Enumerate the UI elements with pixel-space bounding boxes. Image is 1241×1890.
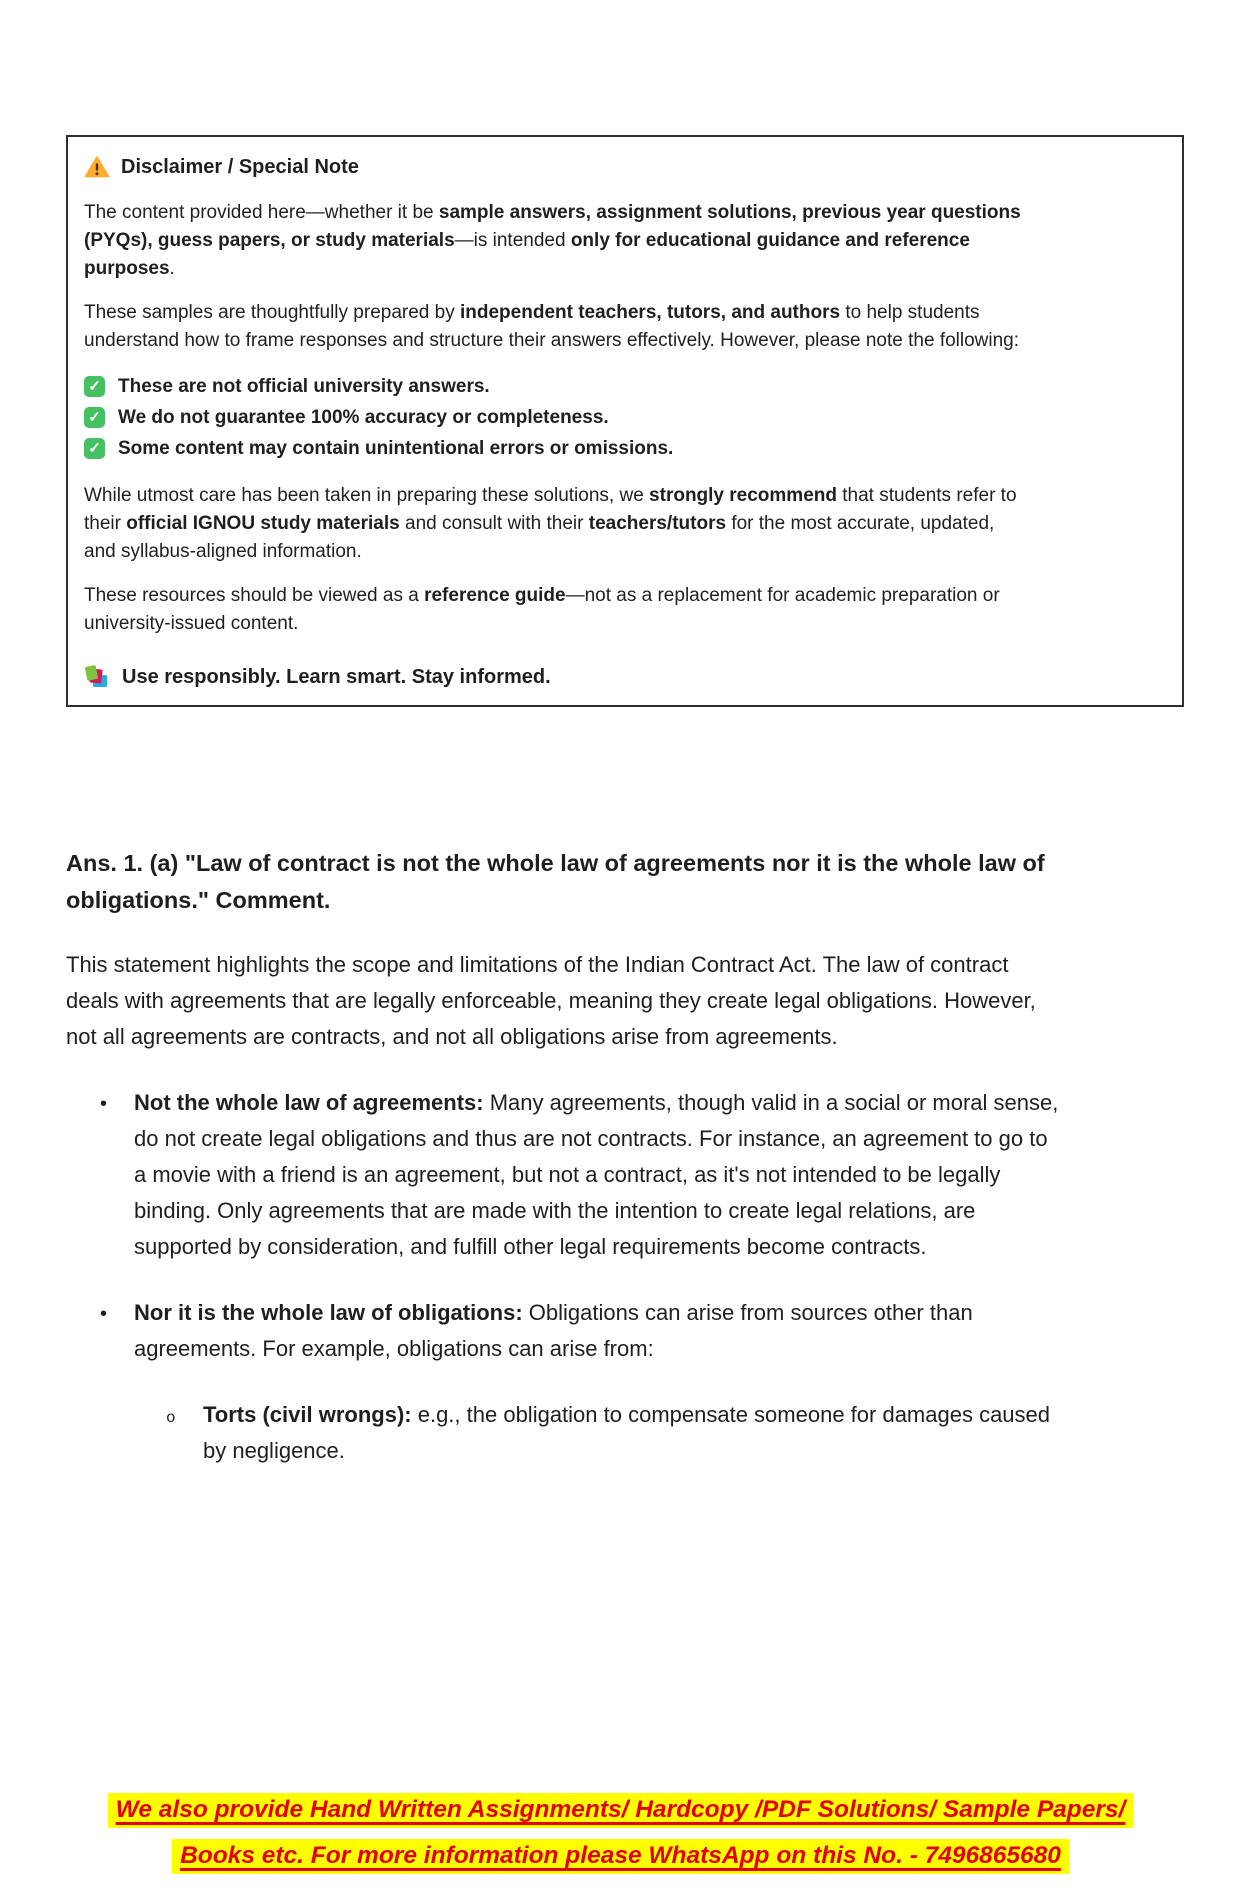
text-segment: strongly recommend <box>649 485 837 506</box>
footer-line-1: We also provide Hand Written Assignments/ Hardcopy /PDF Solutions/ Sample Papers/ <box>108 1793 1134 1828</box>
green-check-icon: ✓ <box>84 407 105 428</box>
books-icon <box>84 664 110 690</box>
document-page <box>0 135 1241 1890</box>
disclaimer-paragraph-4 <box>84 582 1024 638</box>
text-segment: official IGNOU study materials <box>126 513 400 534</box>
text-segment: . <box>169 258 175 279</box>
text-segment: These resources should be viewed as a <box>84 585 425 606</box>
usage-note: Use responsibly. Learn smart. Stay informed. <box>122 665 551 688</box>
bullet-lead: Nor it is the whole law of obligations: <box>134 1300 523 1325</box>
text-segment: to help students understand how to frame responses and structure their answers effectively. However, please note the following: <box>84 302 1020 351</box>
bullet-dot: • <box>100 1093 108 1115</box>
disclaimer-paragraph-3 <box>84 482 1024 566</box>
green-check-icon: ✓ <box>84 376 105 397</box>
answer-heading: Ans. 1. (a) "Law of contract is not the whole law of agreements nor it is the whole law of obligations." Comment. <box>66 850 1045 913</box>
bullet-content <box>134 1295 1065 1367</box>
text-segment: and consult with their <box>399 513 589 534</box>
footer-line-1-wrap <box>0 1787 1241 1833</box>
sub-bullet-circle: o <box>166 1409 176 1427</box>
usage-note-row <box>84 664 1162 690</box>
sub-bullet-lead: Torts (civil wrongs): <box>203 1402 412 1427</box>
checklist-item <box>84 371 1162 402</box>
text-segment: —is intended <box>454 230 571 251</box>
footer-banner <box>0 1787 1241 1879</box>
text-segment: The content provided here—whether it be <box>84 202 439 223</box>
checklist-item <box>84 433 1162 464</box>
answer-intro-paragraph: This statement highlights the scope and limitations of the Indian Contract Act. The law of contract deals with agreements that are legally enforceable, meaning they create legal obligations. However, not all agreements are contracts, and not all obligations arise from agreements. <box>66 952 1036 1049</box>
answer-section <box>66 845 1171 1469</box>
text-segment: teachers/tutors <box>588 513 727 534</box>
green-check-icon: ✓ <box>84 438 105 459</box>
sub-bullet-item <box>166 1397 1066 1469</box>
text-segment: While utmost care has been taken in preparing these solutions, we <box>84 485 650 506</box>
bullet-item <box>100 1295 1065 1367</box>
bullet-dot: • <box>100 1303 108 1325</box>
bullet-text: Many agreements, though valid in a social or moral sense, do not create legal obligations and thus are not contracts. For instance, an agreement to go to a movie with a friend is an agreement, but not a contract, as it's not intended to be legally binding. Only agreements that are made with the intention to create legal relations, are supported by consideration, and fulfill other legal requirements become contracts. <box>134 1090 1059 1259</box>
disclaimer-title: Disclaimer / Special Note <box>121 155 359 178</box>
text-segment: that students refer to their <box>84 485 1017 534</box>
disclaimer-box <box>66 135 1184 707</box>
checklist-item <box>84 402 1162 433</box>
disclaimer-paragraph-2 <box>84 299 1024 355</box>
text-segment: These samples are thoughtfully prepared by <box>84 302 460 323</box>
disclaimer-checklist <box>84 371 1162 464</box>
text-segment: sample answers, assignment solutions, previous year questions (PYQs), guess papers, or study materials <box>84 202 1021 251</box>
checklist-item-label: We do not guarantee 100% accuracy or completeness. <box>118 407 609 428</box>
text-segment: —not as a replacement for academic preparation or university-issued content. <box>84 585 1000 634</box>
sub-bullet-content <box>203 1397 1066 1469</box>
text-segment: reference guide <box>424 585 566 606</box>
bullet-item <box>100 1085 1065 1265</box>
warning-icon <box>84 155 110 179</box>
bullet-content <box>134 1085 1065 1265</box>
footer-line-2-wrap <box>0 1833 1241 1879</box>
sub-bullet-text: e.g., the obligation to compensate someone for damages caused by negligence. <box>203 1402 1051 1463</box>
disclaimer-title-row <box>84 155 1162 179</box>
text-segment: only for educational guidance and reference purposes <box>84 230 970 279</box>
checklist-item-label: Some content may contain unintentional errors or omissions. <box>118 438 674 459</box>
text-segment: independent teachers, tutors, and authors <box>460 302 841 323</box>
bullet-lead: Not the whole law of agreements: <box>134 1090 484 1115</box>
checklist-item-label: These are not official university answers. <box>118 376 490 397</box>
footer-line-2: Books etc. For more information please WhatsApp on this No. - 7496865680 <box>172 1839 1069 1874</box>
disclaimer-paragraph-1 <box>84 199 1024 283</box>
text-segment: for the most accurate, updated, and syllabus-aligned information. <box>84 513 995 562</box>
bullet-text: Obligations can arise from sources other than agreements. For example, obligations can arise from: <box>134 1300 973 1361</box>
